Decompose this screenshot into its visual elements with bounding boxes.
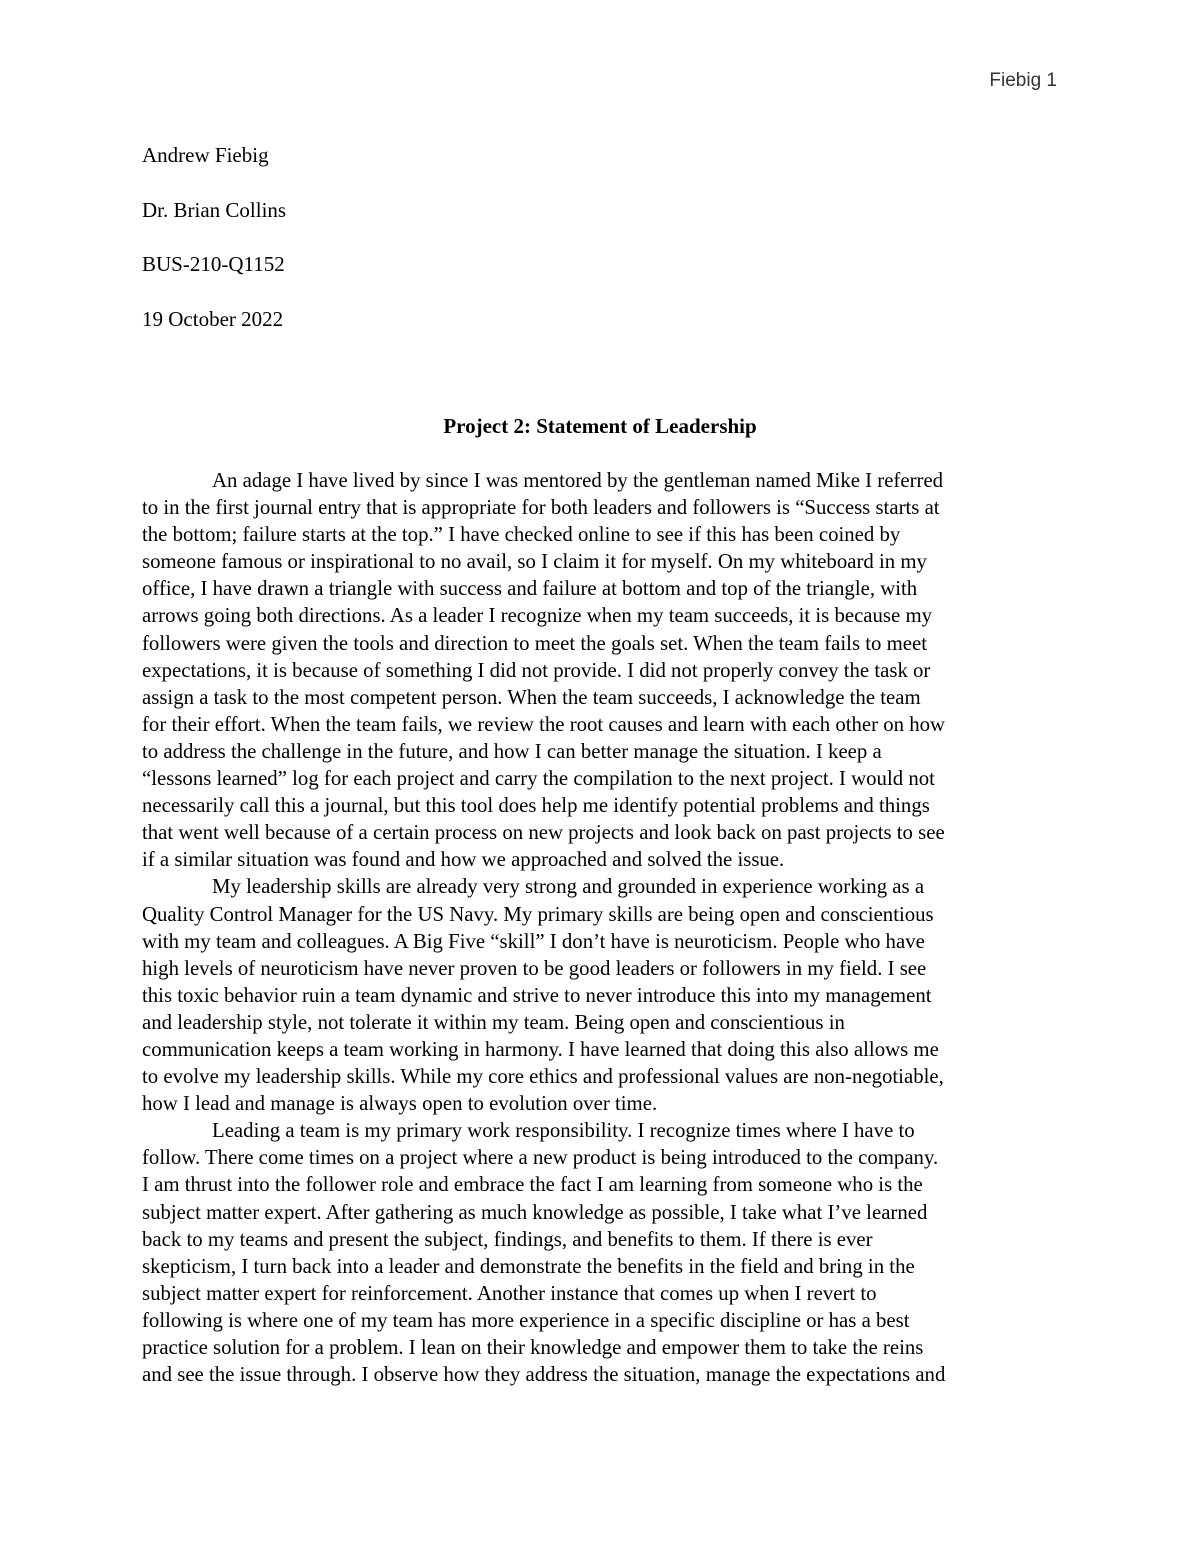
paragraph-2-line: this toxic behavior ruin a team dynamic and strive to never introduce this into my management <box>142 983 932 1007</box>
paragraph-1-line: office, I have drawn a triangle with success and failure at bottom and top of the triangle, with <box>142 577 918 601</box>
paragraph-1-line: for their effort. When the team fails, we review the root causes and learn with each other on how <box>142 712 946 736</box>
paragraph-1-line: to address the challenge in the future, and how I can better manage the situation. I keep a <box>142 739 882 763</box>
paragraph-3-line: following is where one of my team has more experience in a specific discipline or has a best <box>142 1308 910 1332</box>
paragraph-2-line: My leadership skills are already very strong and grounded in experience working as a <box>212 875 925 899</box>
paragraph-3-line: and see the issue through. I observe how they address the situation, manage the expectations and <box>142 1363 946 1387</box>
paragraph-2-line: and leadership style, not tolerate it within my team. Being open and conscientious in <box>142 1010 845 1034</box>
paragraph-1-line: followers were given the tools and direction to meet the goals set. When the team fails to meet <box>142 631 928 655</box>
paragraph-3-line: back to my teams and present the subject, findings, and benefits to them. If there is ever <box>142 1227 873 1251</box>
paragraph-2-line: Quality Control Manager for the US Navy. My primary skills are being open and conscientious <box>142 902 934 926</box>
paragraph-1-line: if a similar situation was found and how we approached and solved the issue. <box>142 848 785 872</box>
paragraph-1-line: assign a task to the most competent person. When the team succeeds, I acknowledge the team <box>142 685 921 709</box>
paragraph-3-line: subject matter expert. After gathering as much knowledge as possible, I take what I’ve learned <box>142 1200 928 1224</box>
document-title: Project 2: Statement of Leadership <box>443 414 757 438</box>
paragraph-1-line: “lessons learned” log for each project and carry the compilation to the next project. I would not <box>142 767 935 791</box>
body-text <box>142 467 1062 1388</box>
instructor-name: Dr. Brian Collins <box>142 197 287 222</box>
paragraph-2-line: to evolve my leadership skills. While my core ethics and professional values are non-negotiable, <box>142 1065 944 1089</box>
paragraph-3-line: subject matter expert for reinforcement. Another instance that comes up when I revert to <box>142 1281 877 1305</box>
paragraph-1-line: that went well because of a certain process on new projects and look back on past projects to see <box>142 821 945 845</box>
paragraph-3-line: skepticism, I turn back into a leader and demonstrate the benefits in the field and bring in the <box>142 1254 915 1278</box>
paragraph-2-line: communication keeps a team working in harmony. I have learned that doing this also allows me <box>142 1037 939 1061</box>
paragraph-1-line: An adage I have lived by since I was mentored by the gentleman named Mike I referred <box>212 469 944 492</box>
paragraph-3-line: Leading a team is my primary work responsibility. I recognize times where I have to <box>212 1119 915 1143</box>
document-date: 19 October 2022 <box>142 306 284 331</box>
paragraph-2-line: with my team and colleagues. A Big Five “skill” I don’t have is neuroticism. People who have <box>142 929 925 953</box>
paragraph-3-line: follow. There come times on a project where a new product is being introduced to the company. <box>142 1146 939 1170</box>
paragraph-1-line: necessarily call this a journal, but this tool does help me identify potential problems and things <box>142 794 930 818</box>
paragraph-3-line: practice solution for a problem. I lean on their knowledge and empower them to take the reins <box>142 1336 924 1359</box>
paragraph-1-line: the bottom; failure starts at the top.” I have checked online to see if this has been coined by <box>142 523 901 547</box>
paragraph-2-line: how I lead and manage is always open to evolution over time. <box>142 1092 658 1116</box>
course-code: BUS-210-Q1152 <box>142 252 285 276</box>
page-header: Fiebig 1 <box>989 70 1057 91</box>
author-name: Andrew Fiebig <box>142 143 269 167</box>
paragraph-1-line: expectations, it is because of something I did not provide. I did not properly convey the task or <box>142 658 931 682</box>
paragraph-3-line: I am thrust into the follower role and embrace the fact I am learning from someone who is the <box>142 1173 923 1197</box>
paragraph-1-line: someone famous or inspirational to no avail, so I claim it for myself. On my whiteboard in my <box>142 550 927 574</box>
mla-heading <box>142 142 1062 360</box>
paragraph-1-line: arrows going both directions. As a leader I recognize when my team succeeds, it is because my <box>142 604 933 628</box>
paragraph-1-line: to in the first journal entry that is appropriate for both leaders and followers is “Success starts at <box>142 496 940 520</box>
paragraph-2-line: high levels of neuroticism have never proven to be good leaders or followers in my field. I see <box>142 956 927 980</box>
